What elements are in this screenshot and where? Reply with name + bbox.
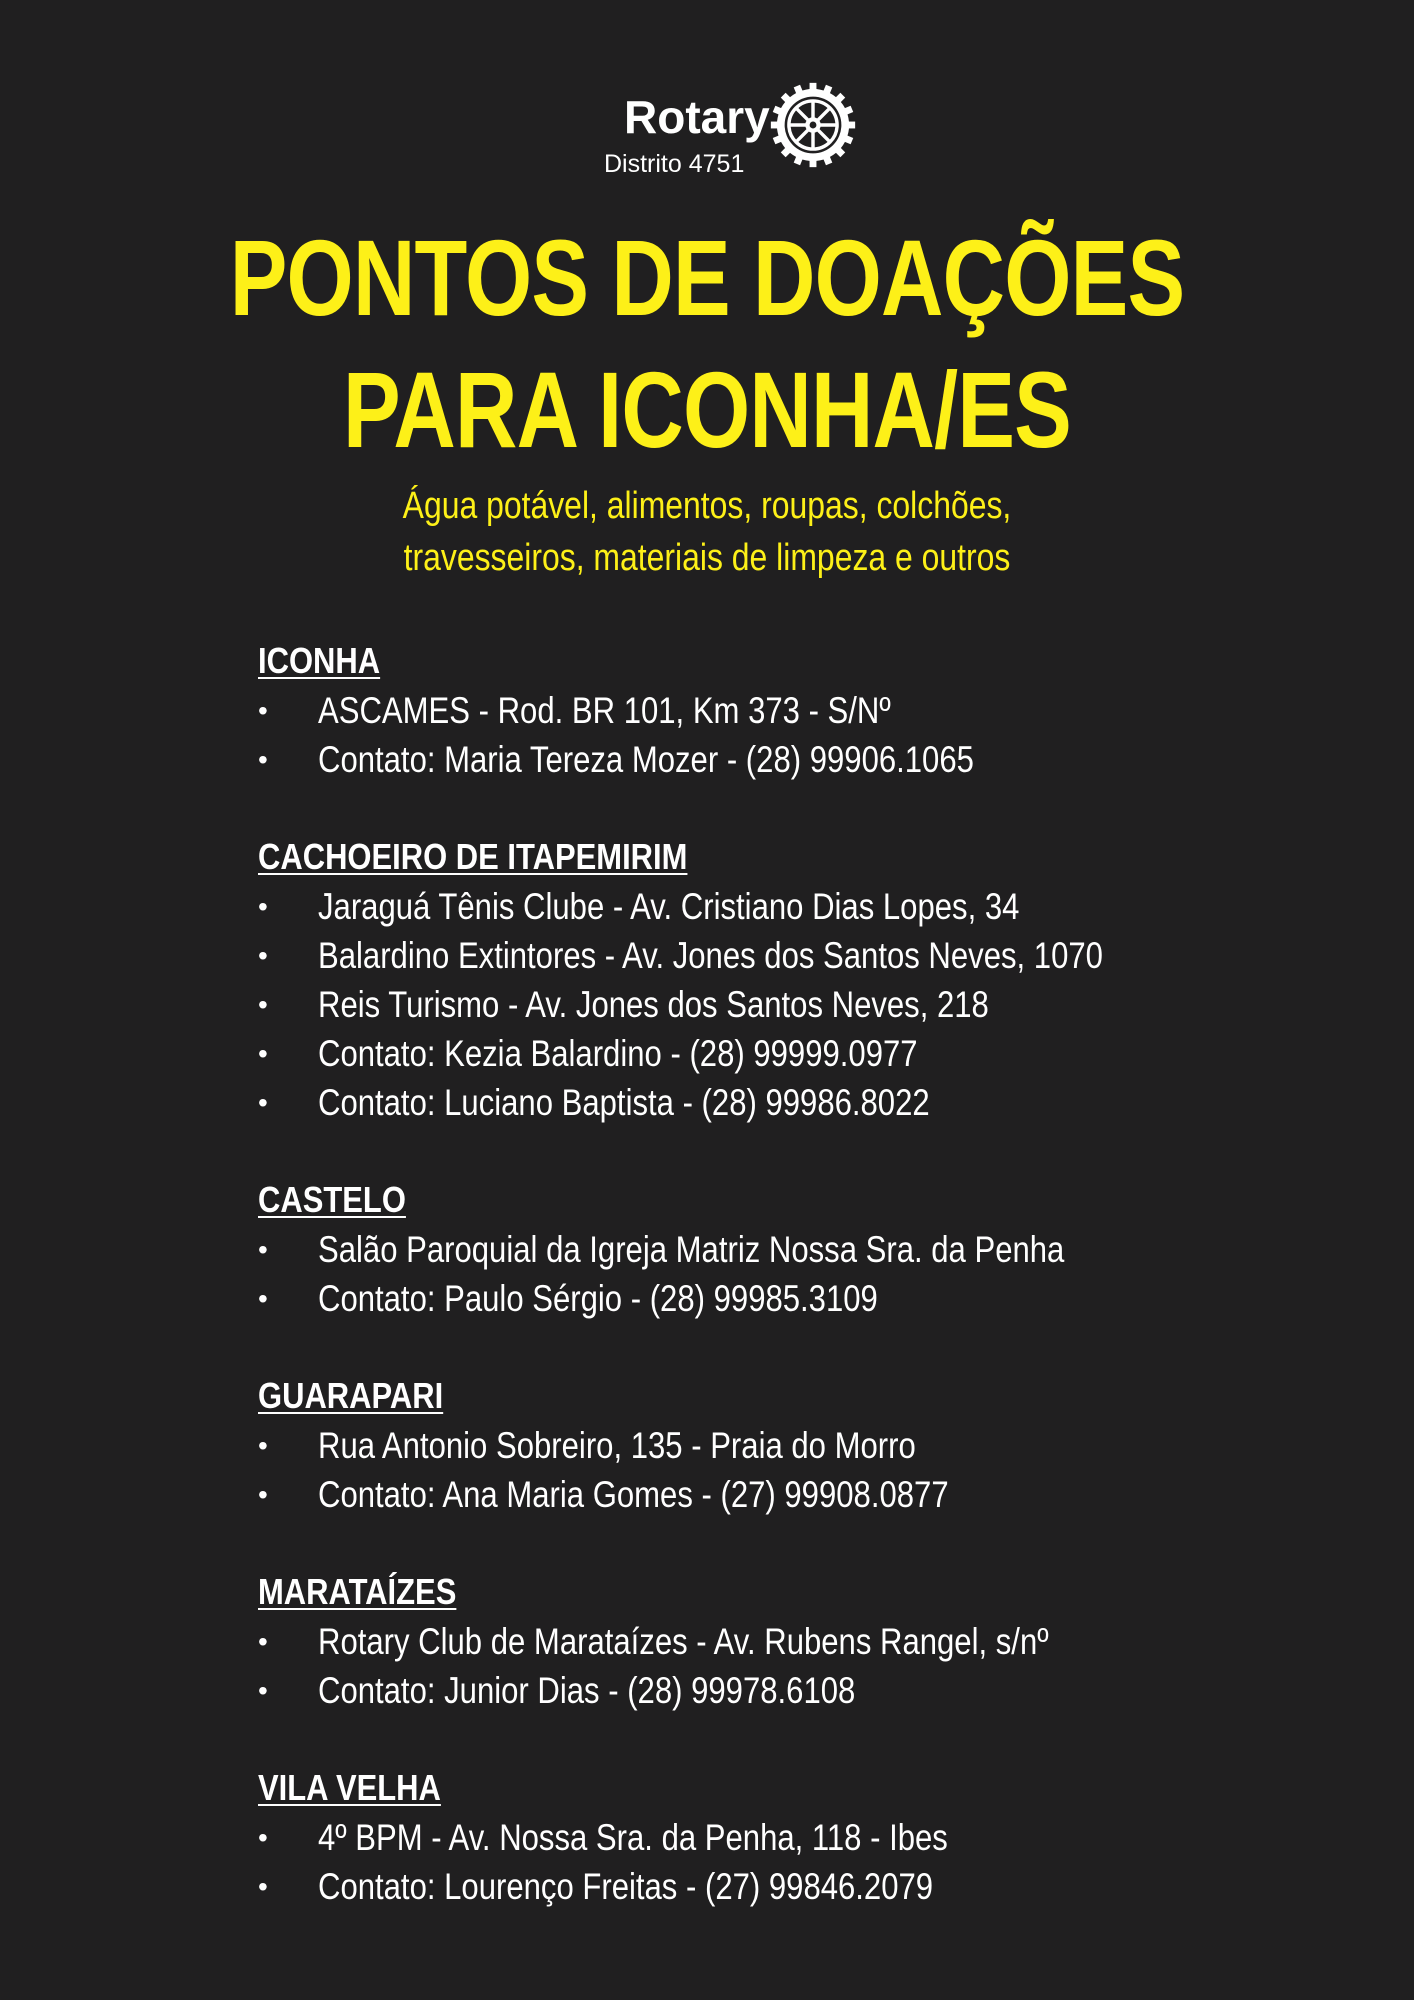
location-list bbox=[258, 1225, 1258, 1323]
list-item bbox=[258, 1862, 1258, 1911]
bullet-icon: • bbox=[258, 1234, 268, 1265]
bullet-icon: • bbox=[258, 1675, 268, 1706]
list-item-text: Balardino Extintores - Av. Jones dos Santos Neves, 1070 bbox=[318, 935, 1103, 976]
list-item bbox=[258, 1078, 1258, 1127]
list-item bbox=[258, 1470, 1258, 1519]
rotary-wheel-icon bbox=[770, 82, 856, 168]
list-item bbox=[258, 1421, 1258, 1470]
list-item-text: Rua Antonio Sobreiro, 135 - Praia do Morro bbox=[318, 1425, 916, 1466]
bullet-icon: • bbox=[258, 940, 268, 971]
list-item-text: Rotary Club de Marataízes - Av. Rubens Rangel, s/nº bbox=[318, 1621, 1049, 1662]
section-title: CASTELO bbox=[258, 1179, 406, 1220]
list-item bbox=[258, 735, 1258, 784]
bullet-icon: • bbox=[258, 1038, 268, 1069]
section-title: MARATAÍZES bbox=[258, 1571, 457, 1612]
section-cachoeiro bbox=[258, 832, 1258, 1127]
section-iconha bbox=[258, 636, 1258, 784]
bullet-icon: • bbox=[258, 1479, 268, 1510]
donation-locations bbox=[258, 636, 1258, 1959]
location-list bbox=[258, 1617, 1258, 1715]
list-item bbox=[258, 1666, 1258, 1715]
list-item-text: Jaraguá Tênis Clube - Av. Cristiano Dias Lopes, 34 bbox=[318, 886, 1020, 927]
list-item-text: Contato: Lourenço Freitas - (27) 99846.2079 bbox=[318, 1866, 934, 1907]
list-item bbox=[258, 980, 1258, 1029]
location-list bbox=[258, 882, 1258, 1127]
list-item bbox=[258, 882, 1258, 931]
list-item bbox=[258, 1274, 1258, 1323]
bullet-icon: • bbox=[258, 1626, 268, 1657]
bullet-icon: • bbox=[258, 1871, 268, 1902]
list-item bbox=[258, 1617, 1258, 1666]
section-marataizes bbox=[258, 1567, 1258, 1715]
section-title: ICONHA bbox=[258, 640, 381, 681]
list-item-text: Reis Turismo - Av. Jones dos Santos Neves, 218 bbox=[318, 984, 989, 1025]
location-list bbox=[258, 1813, 1258, 1911]
bullet-icon: • bbox=[258, 744, 268, 775]
rotary-logo bbox=[0, 78, 1414, 188]
bullet-icon: • bbox=[258, 989, 268, 1020]
logo-district: Distrito 4751 bbox=[604, 150, 745, 178]
section-title: CACHOEIRO DE ITAPEMIRIM bbox=[258, 836, 688, 877]
list-item-text: 4º BPM - Av. Nossa Sra. da Penha, 118 - Ibes bbox=[318, 1817, 948, 1858]
section-castelo bbox=[258, 1175, 1258, 1323]
list-item-text: ASCAMES - Rod. BR 101, Km 373 - S/Nº bbox=[318, 690, 891, 731]
title-line-2: PARA ICONHA/ES bbox=[342, 349, 1072, 470]
bullet-icon: • bbox=[258, 1822, 268, 1853]
list-item-text: Contato: Luciano Baptista - (28) 99986.8022 bbox=[318, 1082, 930, 1123]
list-item bbox=[258, 1225, 1258, 1274]
poster-title bbox=[0, 212, 1414, 476]
list-item-text: Contato: Maria Tereza Mozer - (28) 99906.1065 bbox=[318, 739, 974, 780]
bullet-icon: • bbox=[258, 891, 268, 922]
bullet-icon: • bbox=[258, 1087, 268, 1118]
list-item bbox=[258, 1813, 1258, 1862]
section-title: GUARAPARI bbox=[258, 1375, 444, 1416]
logo-wordmark: Rotary bbox=[624, 91, 770, 143]
section-title: VILA VELHA bbox=[258, 1767, 441, 1808]
list-item-text: Salão Paroquial da Igreja Matriz Nossa Sra. da Penha bbox=[318, 1229, 1065, 1270]
bullet-icon: • bbox=[258, 695, 268, 726]
bullet-icon: • bbox=[258, 1283, 268, 1314]
poster-subtitle bbox=[0, 480, 1414, 584]
subtitle-line-1: Água potável, alimentos, roupas, colchões, bbox=[402, 485, 1012, 527]
section-vila-velha bbox=[258, 1763, 1258, 1911]
list-item-text: Contato: Kezia Balardino - (28) 99999.0977 bbox=[318, 1033, 918, 1074]
list-item bbox=[258, 686, 1258, 735]
list-item-text: Contato: Ana Maria Gomes - (27) 99908.0877 bbox=[318, 1474, 949, 1515]
subtitle-line-2: travesseiros, materiais de limpeza e outros bbox=[403, 537, 1011, 579]
title-line-1: PONTOS DE DOAÇÕES bbox=[229, 217, 1185, 338]
list-item bbox=[258, 1029, 1258, 1078]
location-list bbox=[258, 1421, 1258, 1519]
location-list bbox=[258, 686, 1258, 784]
list-item bbox=[258, 931, 1258, 980]
bullet-icon: • bbox=[258, 1430, 268, 1461]
list-item-text: Contato: Junior Dias - (28) 99978.6108 bbox=[318, 1670, 856, 1711]
list-item-text: Contato: Paulo Sérgio - (28) 99985.3109 bbox=[318, 1278, 878, 1319]
section-guarapari bbox=[258, 1371, 1258, 1519]
